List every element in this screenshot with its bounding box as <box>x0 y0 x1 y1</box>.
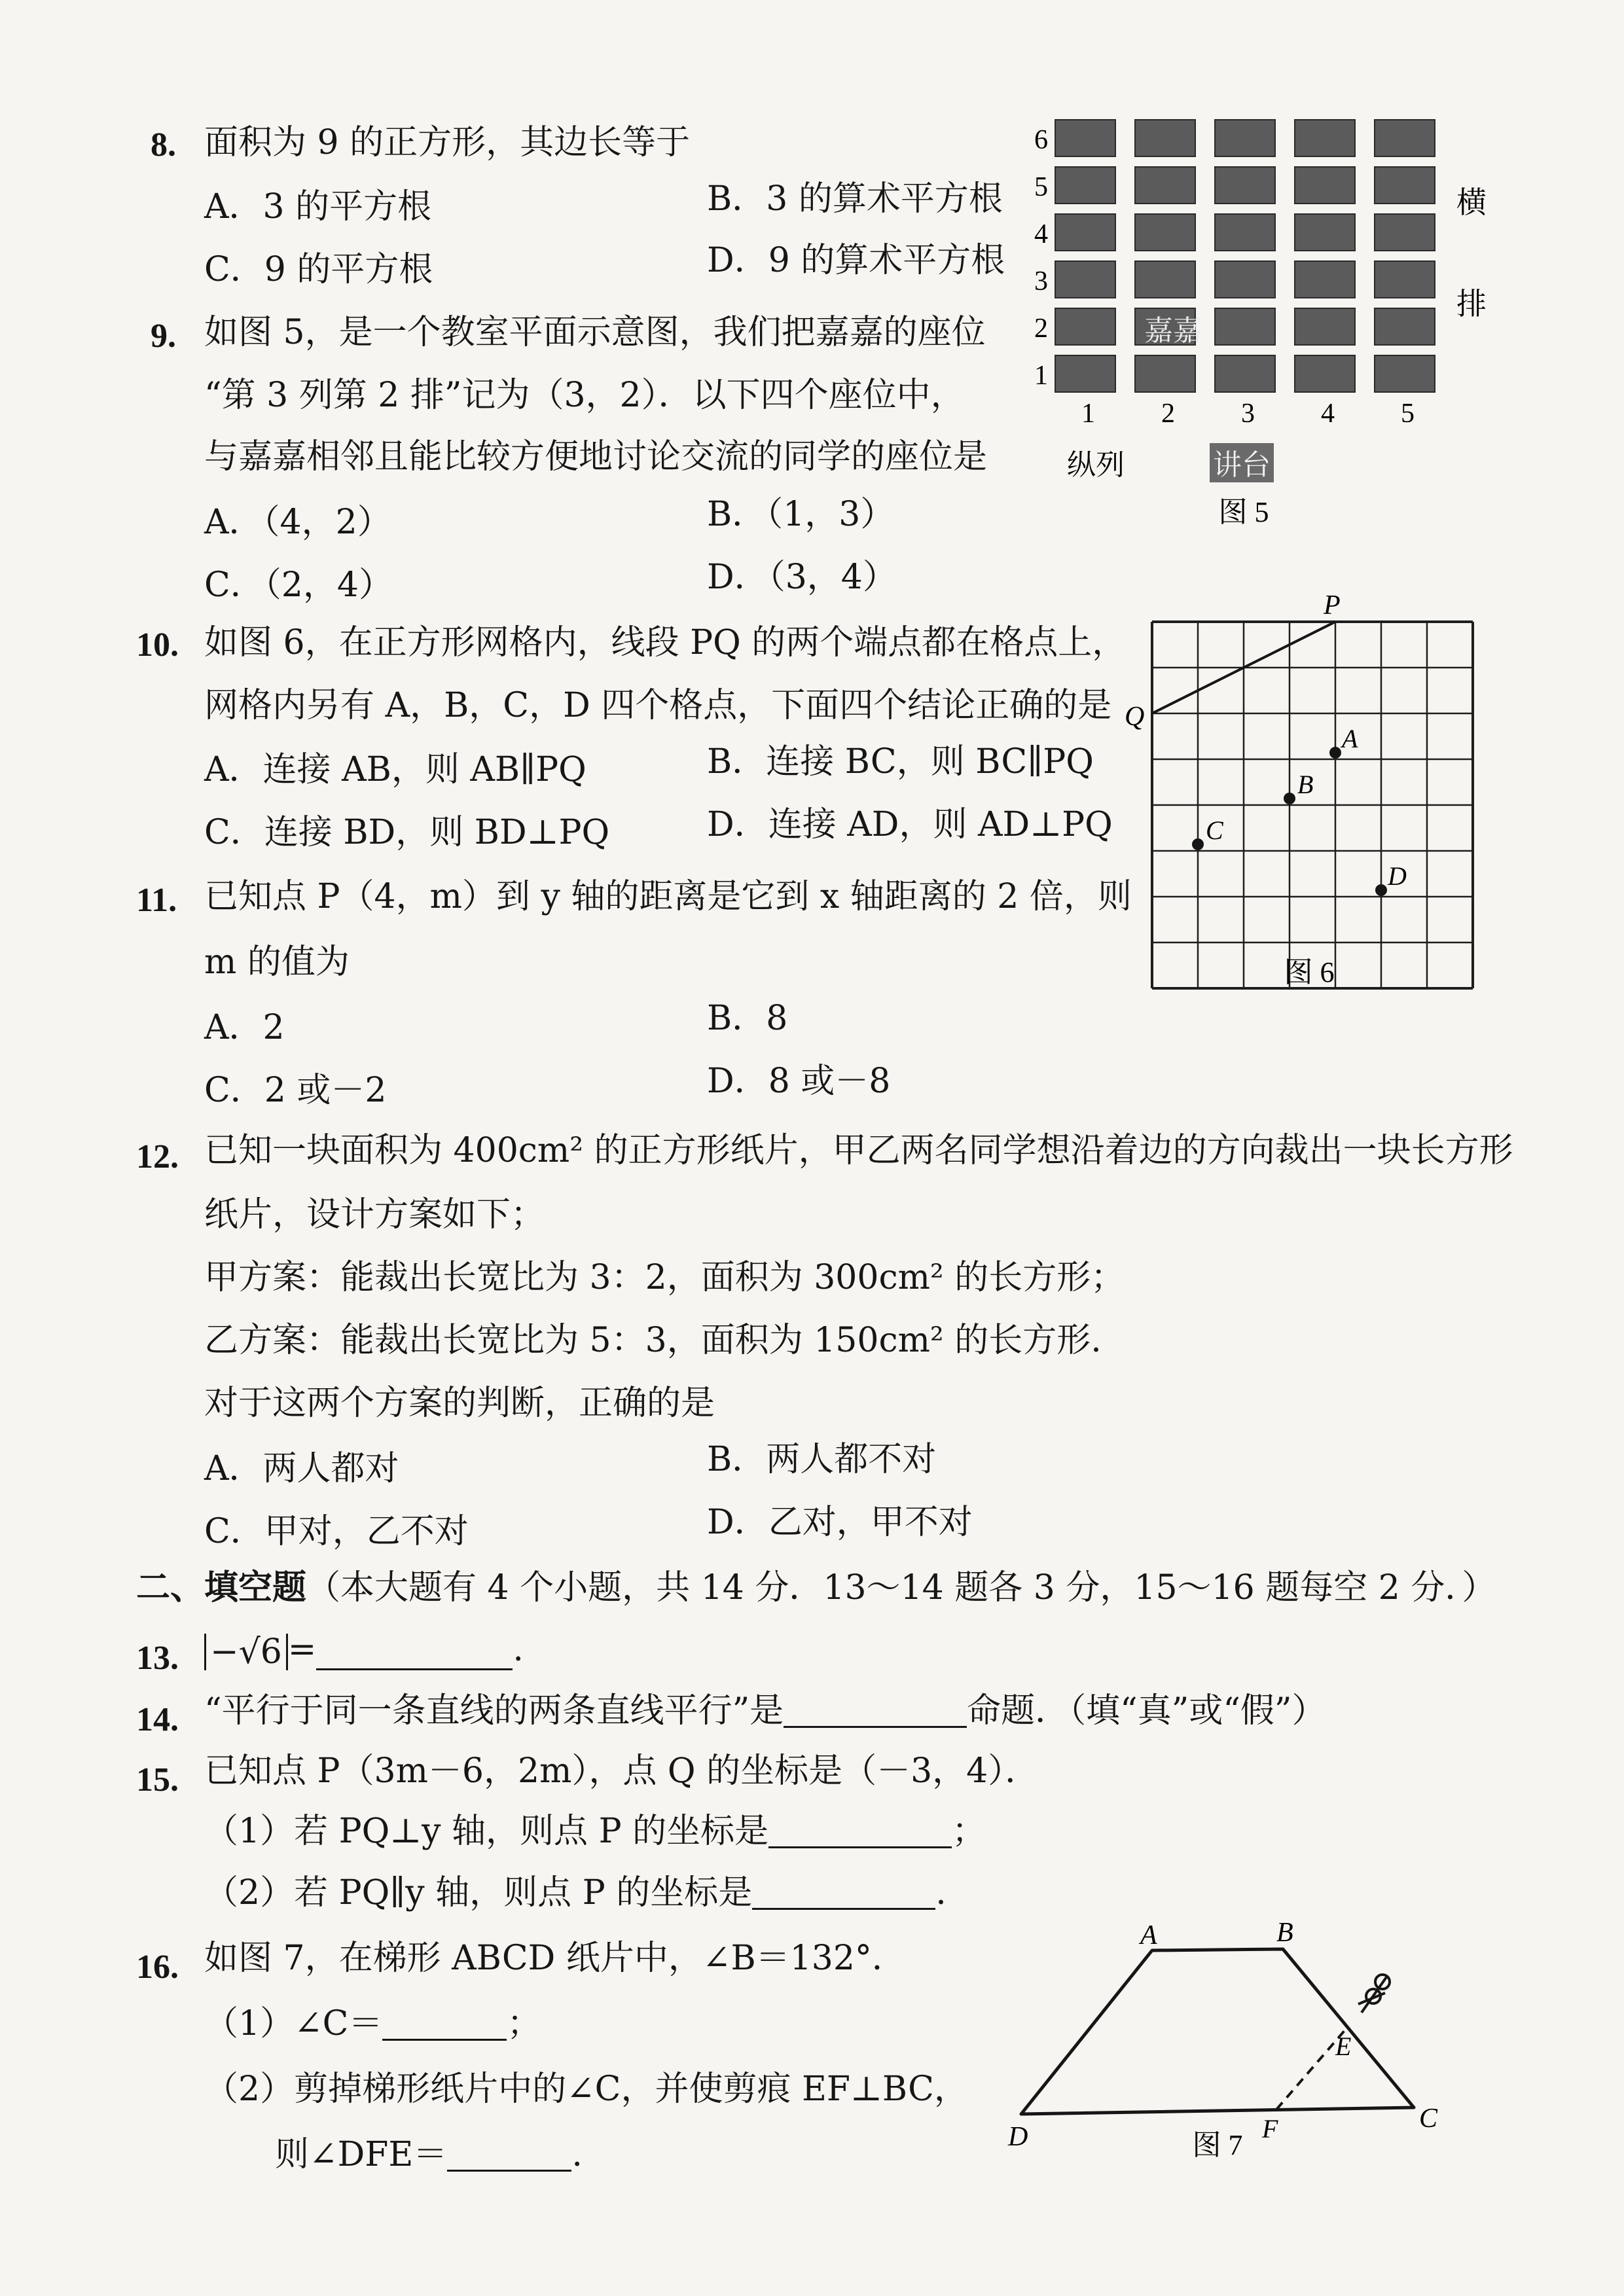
q16-sub-3-end: . <box>571 2135 583 2174</box>
q12-line-2: 纸片，设计方案如下； <box>204 1195 545 1234</box>
q10-option-b[interactable]: B．连接 BC，则 BC∥PQ <box>707 742 1094 781</box>
q9-line-2: “第 3 列第 2 排”记为（3，2）．以下四个座位中， <box>204 376 965 415</box>
seat-col3-row3 <box>1215 261 1275 298</box>
q15-sub-2 <box>204 1873 947 1912</box>
q11-option-d[interactable]: D．8 或－8 <box>707 1062 891 1101</box>
q8-stem: 面积为 9 的正方形，其边长等于 <box>204 123 691 162</box>
row-label-6: 6 <box>1034 125 1048 155</box>
figure-5-classroom <box>1021 108 1492 540</box>
point-f-label: F <box>1262 2114 1278 2144</box>
q9-number: 9. <box>151 317 176 355</box>
figure-7-trapezoid <box>995 1898 1492 2160</box>
q16-sub-1-blank[interactable] <box>382 2010 507 2041</box>
q14-number: 14. <box>136 1701 179 1738</box>
seat-col2-row4 <box>1135 214 1195 251</box>
q15-sub-1-blank[interactable] <box>768 1818 952 1848</box>
q14-instruction: 命题．（填“真”或“假”） <box>967 1691 1326 1731</box>
row-axis-label-top: 横 <box>1456 186 1487 219</box>
row-label-1: 1 <box>1034 361 1048 391</box>
q8-option-b[interactable]: B．3 的算术平方根 <box>707 179 1003 219</box>
q13-equals: = <box>287 1630 317 1669</box>
q16-sub-1 <box>204 2004 541 2043</box>
seat-col3-row5 <box>1215 167 1275 204</box>
point-a <box>1329 747 1341 759</box>
q16-sub-3 <box>275 2135 583 2174</box>
q15-stem: 已知点 P（3m－6，2m），点 Q 的坐标是（－3，4）． <box>204 1751 1039 1791</box>
figure-5-caption: 图 5 <box>1218 496 1269 528</box>
point-c <box>1192 838 1204 850</box>
seat-col3-row6 <box>1215 120 1275 156</box>
q12-option-c[interactable]: C．甲对，乙不对 <box>204 1512 469 1551</box>
seat-col4-row1 <box>1295 355 1355 392</box>
q12-line-1: 已知一块面积为 400cm² 的正方形纸片，甲乙两名同学想沿着边的方向裁出一块长方形 <box>204 1131 1513 1170</box>
seat-col1-row3 <box>1055 261 1115 298</box>
q15-sub-1-end: ； <box>952 1812 986 1851</box>
q14-statement: “平行于同一条直线的两条直线平行”是 <box>204 1691 784 1731</box>
q9-option-c[interactable]: C．（2，4） <box>204 565 393 605</box>
q15-sub-2-end: . <box>935 1873 947 1912</box>
seat-col5-row5 <box>1375 167 1435 204</box>
q12-option-a[interactable]: A．两人都对 <box>204 1449 399 1488</box>
q12-line-5: 对于这两个方案的判断，正确的是 <box>204 1384 715 1423</box>
q13-answer-blank[interactable] <box>316 1640 513 1670</box>
row-label-2: 2 <box>1034 314 1048 344</box>
q8-number: 8. <box>151 126 176 164</box>
q12-option-d[interactable]: D．乙对，甲不对 <box>707 1503 973 1542</box>
point-c-label: C <box>1206 816 1223 845</box>
q9-line-3: 与嘉嘉相邻且能比较方便地讨论交流的同学的座位是 <box>204 437 988 476</box>
seat-col4-row2 <box>1295 308 1355 345</box>
point-b <box>1284 793 1295 804</box>
seat-col1-row5 <box>1055 167 1115 204</box>
column-label-1: 1 <box>1081 399 1095 429</box>
vertex-a-label: A <box>1140 1920 1157 1950</box>
trapezoid-abcd <box>1021 1949 1414 2114</box>
vertex-c-label: C <box>1419 2104 1438 2134</box>
q13-end: . <box>513 1630 524 1669</box>
q8-option-d[interactable]: D．9 的算术平方根 <box>707 241 1005 280</box>
seat-col5-row2 <box>1375 308 1435 345</box>
q16-sub-2: （2）剪掉梯形纸片中的∠C，并使剪痕 EF⊥BC， <box>204 2070 968 2109</box>
q13-absolute-value: −√6 <box>204 1634 288 1670</box>
seat-col3-row1 <box>1215 355 1275 392</box>
point-e-label: E <box>1335 2032 1352 2061</box>
q11-line-2: m 的值为 <box>204 942 350 982</box>
column-label-4: 4 <box>1321 399 1335 429</box>
vertex-d-label: D <box>1008 2122 1028 2152</box>
q16-sub-1-text: （1）∠C＝ <box>204 2004 383 2043</box>
seat-col3-row4 <box>1215 214 1275 251</box>
q10-line-1: 如图 6，在正方形网格内，线段 PQ 的两个端点都在格点上， <box>204 623 1127 662</box>
point-a-label: A <box>1342 724 1358 753</box>
q12-plan-yi: 乙方案：能裁出长宽比为 5：3，面积为 150cm² 的长方形. <box>204 1321 1102 1360</box>
q9-option-d[interactable]: D．（3，4） <box>707 558 897 597</box>
q11-number: 11. <box>136 882 177 919</box>
q14-answer-blank[interactable] <box>784 1697 967 1728</box>
point-b-label: B <box>1297 770 1314 799</box>
seat-col4-row4 <box>1295 214 1355 251</box>
q13-number: 13. <box>136 1640 179 1677</box>
seat-col4-row3 <box>1295 261 1355 298</box>
podium-label: 讲台 <box>1213 449 1271 481</box>
q8-option-c[interactable]: C．9 的平方根 <box>204 250 433 289</box>
q15-number: 15. <box>136 1761 179 1799</box>
q11-option-a[interactable]: A．2 <box>204 1008 285 1047</box>
scissors-icon <box>1358 1975 1390 2013</box>
seat-col5-row3 <box>1375 261 1435 298</box>
q11-option-c[interactable]: C．2 或－2 <box>204 1071 387 1110</box>
q16-number: 16. <box>136 1948 179 1986</box>
point-q-label: Q <box>1125 702 1145 732</box>
q10-option-c[interactable]: C．连接 BD，则 BD⊥PQ <box>204 813 610 852</box>
q10-option-a[interactable]: A．连接 AB，则 AB∥PQ <box>204 750 586 789</box>
q14-text <box>204 1691 1326 1731</box>
q15-sub-2-text: （2）若 PQ∥y 轴，则点 P 的坐标是 <box>204 1873 753 1912</box>
seat-col4-row5 <box>1295 167 1355 204</box>
section-2-title: 二、填空题 <box>136 1568 307 1607</box>
q16-sub-3-text: 则∠DFE＝ <box>275 2135 448 2174</box>
column-label-3: 3 <box>1241 399 1255 429</box>
seat-col2-row1 <box>1135 355 1195 392</box>
q12-number: 12. <box>136 1138 179 1175</box>
q16-sub-1-end: ； <box>507 2004 541 2043</box>
seat-col2-row6 <box>1135 120 1195 156</box>
q15-sub-1-text: （1）若 PQ⊥y 轴，则点 P 的坐标是 <box>204 1812 769 1851</box>
q16-stem: 如图 7，在梯形 ABCD 纸片中，∠B＝132°． <box>204 1939 906 1978</box>
figure-7-caption: 图 7 <box>1192 2129 1243 2160</box>
row-label-5: 5 <box>1034 172 1048 202</box>
q15-sub-1 <box>204 1812 986 1851</box>
q9-option-b[interactable]: B．（1，3） <box>707 495 895 534</box>
q10-line-2: 网格内另有 A，B，C，D 四个格点，下面四个结论正确的是 <box>204 686 1112 725</box>
q15-sub-2-blank[interactable] <box>752 1879 935 1910</box>
column-label-2: 2 <box>1161 399 1175 429</box>
seat-col2-row5 <box>1135 167 1195 204</box>
seat-col5-row4 <box>1375 214 1435 251</box>
q8-option-a[interactable]: A．3 的平方根 <box>204 187 432 226</box>
vertex-b-label: B <box>1276 1918 1293 1948</box>
q12-plan-jia: 甲方案：能裁出长宽比为 3：2，面积为 300cm² 的长方形； <box>204 1258 1125 1297</box>
q9-line-1: 如图 5，是一个教室平面示意图，我们把嘉嘉的座位 <box>204 313 986 352</box>
q9-option-a[interactable]: A．（4，2） <box>204 503 391 542</box>
seat-col1-row4 <box>1055 214 1115 251</box>
q11-option-b[interactable]: B．8 <box>707 999 788 1038</box>
q10-number: 10. <box>136 626 179 664</box>
column-axis-caption: 纵列 <box>1067 449 1125 481</box>
seat-col2-row3 <box>1135 261 1195 298</box>
seat-col4-row6 <box>1295 120 1355 156</box>
q12-option-b[interactable]: B．两人都不对 <box>707 1440 937 1479</box>
row-axis-label-bottom: 排 <box>1456 287 1487 321</box>
row-label-3: 3 <box>1034 266 1048 296</box>
q16-sub-3-blank[interactable] <box>447 2141 571 2172</box>
figure-6-caption: 图 6 <box>1284 956 1335 988</box>
q13-expression <box>204 1632 524 1670</box>
seat-jiajia-label: 嘉嘉 <box>1144 315 1202 347</box>
seat-col5-row6 <box>1375 120 1435 156</box>
seat-col1-row2 <box>1055 308 1115 345</box>
q11-line-1: 已知点 P（4，m）到 y 轴的距离是它到 x 轴距离的 2 倍，则 <box>204 877 1132 916</box>
figure-6-grid <box>1113 576 1506 1008</box>
seat-col5-row1 <box>1375 355 1435 392</box>
row-label-4: 4 <box>1034 219 1048 249</box>
column-label-5: 5 <box>1401 399 1415 429</box>
point-d <box>1375 884 1387 896</box>
section-2-header <box>136 1568 1496 1607</box>
section-2-description: （本大题有 4 个小题，共 14 分．13～14 题各 3 分，15～16 题每空 2 分．） <box>306 1568 1496 1607</box>
point-d-label: D <box>1388 861 1407 891</box>
seat-col3-row2 <box>1215 308 1275 345</box>
point-p-label: P <box>1324 590 1341 620</box>
seat-col1-row1 <box>1055 355 1115 392</box>
q10-option-d[interactable]: D．连接 AD，则 AD⊥PQ <box>707 805 1113 844</box>
seat-col1-row6 <box>1055 120 1115 156</box>
